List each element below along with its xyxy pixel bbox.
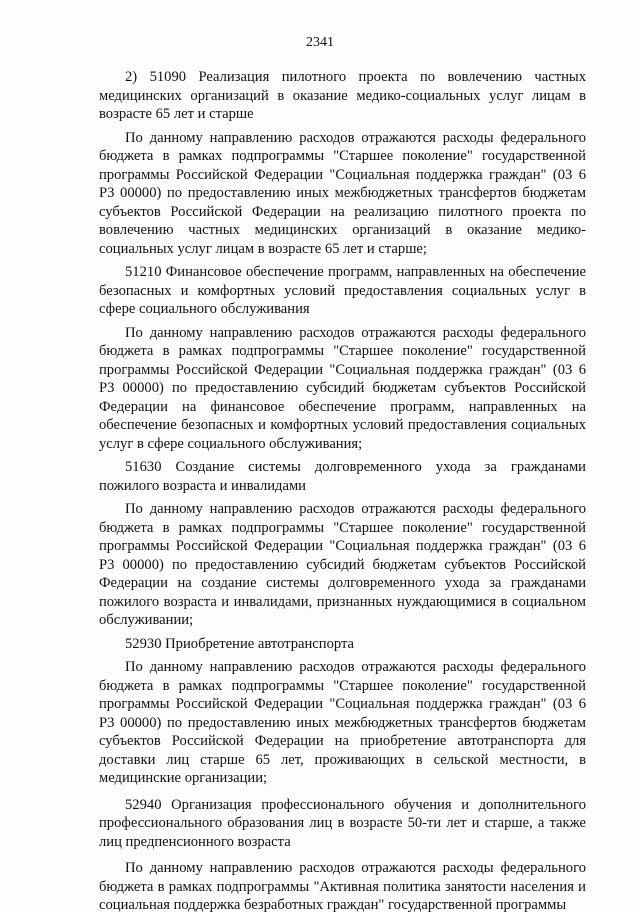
document-body — [99, 68, 586, 915]
paragraph-heading-51630: 51630 Создание системы долговременного ухода за гражданами пожилого возраста и инвалидами — [99, 459, 586, 494]
paragraph-description-51090: По данному направлению расходов отражаются расходы федерального бюджета в рамках подпрограммы "Старшее поколение" государственной программы Российской Федерации "Социальная поддержка граждан" (03 6 Р3 00000) по предоставлению иных межбюджетных трансфертов бюджетам субъектов Российской Федерации на реализацию пилотного проекта по вовлечению частных медицинских организаций в оказание медико-социальных услуг лицам в возрасте 65 лет и старше; — [99, 129, 586, 257]
paragraph-heading-51090: 2) 51090 Реализация пилотного проекта по вовлечению частных медицинских организаций в оказание медико-социальных услуг лицам в возрасте 65 лет и старше — [99, 69, 586, 122]
page-number: 2341 — [306, 35, 334, 50]
paragraph-heading-51210: 51210 Финансовое обеспечение программ, направленных на обеспечение безопасных и комфортных условий предоставления социальных услуг в сфере социального обслуживания — [99, 264, 586, 317]
paragraph-description-51210: По данному направлению расходов отражаются расходы федерального бюджета в рамках подпрограммы "Старшее поколение" государственной программы Российской Федерации "Социальная поддержка граждан" (03 6 Р3 00000) по предоставлению субсидий бюджетам субъектов Российской Федерации на финансовое обеспечение программ, направленных на обеспечение безопасных и комфортных условий предоставления социальных услуг в сфере социального обслуживания; — [99, 324, 586, 452]
paragraph-heading-52930: 52930 Приобретение автотранспорта — [125, 635, 355, 652]
paragraph-heading-52940: 52940 Организация профессионального обучения и дополнительного профессионального образования лиц в возрасте 50-ти лет и старше, а также лиц предпенсионного возраста — [99, 796, 586, 850]
paragraph-description-52940: По данному направлению расходов отражаются расходы федерального бюджета в рамках подпрограммы "Активная политика занятости населения и социальная поддержка безработных граждан" государственной программы — [99, 860, 586, 913]
paragraph-description-51630: По данному направлению расходов отражаются расходы федерального бюджета в рамках подпрограммы "Старшее поколение" государственной программы Российской Федерации "Социальная поддержка граждан" (03 6 Р3 00000) по предоставлению субсидий бюджетам субъектов Российской Федерации на создание системы долговременного ухода за гражданами пожилого возраста и инвалидами, признанных нуждающимися в социальном обслуживании; — [99, 501, 586, 628]
paragraph-description-52930: По данному направлению расходов отражаются расходы федерального бюджета в рамках подпрограммы "Старшее поколение" государственной программы Российской Федерации "Социальная поддержка граждан" (03 6 Р3 00000) по предоставлению иных межбюджетных трансфертов бюджетам субъектов Российской Федерации на приобретение автотранспорта для доставки лиц старше 65 лет, проживающих в сельской местности, в медицинские организации; — [99, 659, 586, 786]
